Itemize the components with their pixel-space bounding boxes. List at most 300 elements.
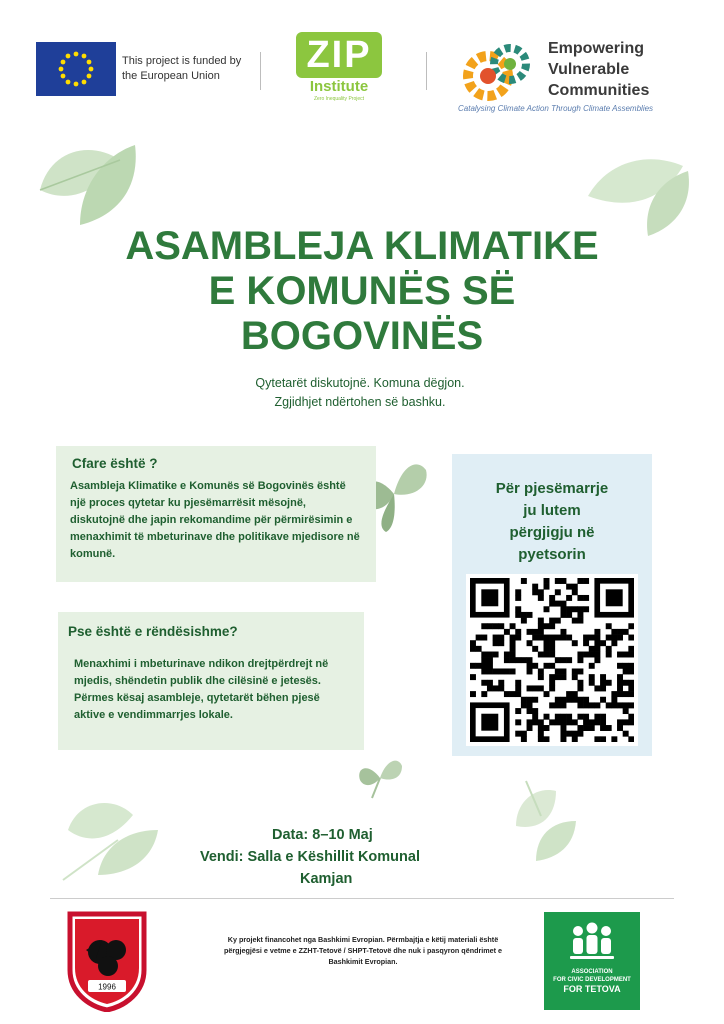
qr-module [583,595,589,601]
qr-module [594,685,600,691]
qr-module [572,736,578,742]
qr-module [515,685,521,691]
qr-module [555,657,561,663]
qr-module [577,595,583,601]
qr-module [515,657,521,663]
qr-module [623,708,629,714]
qr-module [572,589,578,595]
qr-module [549,635,555,641]
qr-module [600,674,606,680]
qr-module [515,731,521,737]
qr-module [521,618,527,624]
qr-module [521,702,527,708]
acd-line: FOR CIVIC DEVELOPMENT [553,977,631,983]
title-line: BOGOVINËS [240,314,484,358]
qr-module [611,629,617,635]
qr-module [549,680,555,686]
qr-module [583,697,589,703]
qr-module [583,640,589,646]
qr-module [527,719,533,725]
qr-module [560,578,566,584]
qr-module [623,731,629,737]
qr-module [532,635,538,641]
qr-module [572,606,578,612]
subtitle-line: Qytetarët diskutojnë. Komuna dëgjon. [255,376,465,390]
qr-module [600,719,606,725]
qr-module [555,714,561,720]
qr-module [521,697,527,703]
qr-module [544,578,550,584]
qr-module [515,635,521,641]
qr-module [623,652,629,658]
qr-module [470,674,476,680]
qr-module [498,680,504,686]
qr-module [594,635,600,641]
qr-module [577,657,583,663]
qr-module [549,663,555,669]
butterfly-small-icon [352,752,408,802]
qr-module [544,652,550,658]
qr-module [560,731,566,737]
qr-module [521,578,527,584]
qr-module [487,623,493,629]
qr-module [555,719,561,725]
eu-funding-text: This project is funded by the European Union [122,55,242,82]
qr-module [487,663,493,669]
footer-divider [50,898,674,899]
cta-line: Për pjesëmarrje [495,480,609,497]
qr-module [538,595,544,601]
qr-module [600,736,606,742]
qr-module [583,702,589,708]
qr-module [589,725,595,731]
qr-module [560,697,566,703]
subtitle [140,374,580,412]
qr-module [606,702,612,708]
qr-module [606,646,612,652]
qr-module [589,646,595,652]
qr-module [577,714,583,720]
qr-module [628,685,634,691]
page-title [30,224,694,359]
qr-module [577,685,583,691]
cta-line: përgjigju në [509,524,595,541]
qr-module [606,725,612,731]
qr-finder [481,589,498,606]
qr-module [577,578,583,584]
qr-module [527,640,533,646]
qr-module [555,578,561,584]
qr-module [521,731,527,737]
qr-module [617,702,623,708]
what-is-heading: Cfare është ? [72,456,158,471]
qr-code[interactable] [466,574,638,746]
qr-module [504,629,510,635]
qr-module [589,635,595,641]
qr-module [623,668,629,674]
qr-module [577,725,583,731]
qr-module [623,691,629,697]
qr-module [628,646,634,652]
qr-module [544,714,550,720]
qr-module [504,668,510,674]
qr-module [555,635,561,641]
qr-module [470,691,476,697]
qr-module [560,606,566,612]
qr-module [560,674,566,680]
qr-module [566,657,572,663]
qr-module [515,595,521,601]
header-divider [426,52,427,90]
qr-module [566,635,572,641]
qr-module [617,663,623,669]
qr-module [538,589,544,595]
evc-title-line: Vulnerable [548,61,630,78]
qr-module [594,719,600,725]
why-important-heading: Pse është e rëndësishme? [68,624,238,639]
qr-module [566,606,572,612]
qr-module [538,719,544,725]
qr-module [470,640,476,646]
qr-module [594,714,600,720]
event-venue-place: Kamjan [300,871,353,887]
evc-tagline: Catalysing Climate Action Through Climate Assemblies [458,104,654,113]
qr-module [532,697,538,703]
qr-module [515,680,521,686]
qr-module [481,635,487,641]
qr-module [515,691,521,697]
qr-module [572,584,578,590]
qr-module [521,612,527,618]
title-line: E KOMUNËS SË [208,269,516,313]
qr-module [617,691,623,697]
qr-module [487,652,493,658]
event-venue: Vendi: Salla e Këshillit Komunal [200,849,420,865]
cta-line: ju lutem [523,502,581,519]
qr-module [628,691,634,697]
qr-module [594,657,600,663]
evc-title-line: Communities [548,82,650,99]
qr-module [589,719,595,725]
qr-module [572,731,578,737]
qr-module [560,601,566,607]
qr-module [589,680,595,686]
qr-module [538,736,544,742]
qr-module [628,719,634,725]
qr-module [544,635,550,641]
qr-module [493,635,499,641]
qr-module [549,646,555,652]
qr-module [527,725,533,731]
qr-module [549,719,555,725]
eu-stars-icon [36,42,116,96]
what-is-body: Asambleja Klimatike e Komunës së Bogovinës është një proces qytetar ku pjesëmarrësit mësojnë, diskutojnë dhe japin rekomandime për përmirësimin e menaxhimit të mbeturinave dhe politikave mjedisore në komunë. [70,480,360,560]
acd-line: FOR TETOVA [563,984,621,994]
cta-line: pyetsorin [518,546,586,563]
qr-module [589,674,595,680]
qr-module [623,702,629,708]
qr-module [589,663,595,669]
qr-module [527,697,533,703]
qr-module [527,685,533,691]
qr-module [544,691,550,697]
qr-module [487,685,493,691]
qr-module [611,736,617,742]
qr-module [617,685,623,691]
qr-module [510,635,516,641]
qr-module [606,652,612,658]
qr-module [560,657,566,663]
qr-module [560,725,566,731]
zip-institute-label: Institute [309,78,369,95]
qr-module [538,618,544,624]
qr-module [611,640,617,646]
qr-module [510,652,516,658]
qr-module [628,635,634,641]
header-divider [260,52,261,90]
qr-module [549,652,555,658]
qr-module [606,635,612,641]
zip-logo-mark: ZIP [296,32,382,78]
qr-module [617,674,623,680]
qr-module [532,685,538,691]
qr-module [532,708,538,714]
qr-module [549,674,555,680]
qr-module [600,697,606,703]
qr-module [611,702,617,708]
qr-module [560,629,566,635]
qr-module [572,640,578,646]
qr-module [628,623,634,629]
qr-module [498,640,504,646]
eu-flag-logo [36,42,116,96]
qr-module [515,612,521,618]
qr-module [544,640,550,646]
qr-module [532,629,538,635]
qr-module [532,663,538,669]
qr-module [544,725,550,731]
qr-module [617,652,623,658]
qr-module [566,612,572,618]
qr-module [589,702,595,708]
qr-module [538,725,544,731]
qr-module [577,697,583,703]
qr-module [538,674,544,680]
qr-module [549,601,555,607]
qr-module [498,668,504,674]
qr-module [600,685,606,691]
why-important-body: Menaxhimi i mbeturinave ndikon drejtpërdrejt në mjedis, shëndetin publik dhe cilësinë e jetesës. Përmes kësaj asambleje, qytetarët bëhen pjesë aktive e vendimmarrjes lokale. [74,658,329,721]
qr-module [510,691,516,697]
qr-module [583,714,589,720]
qr-module [623,680,629,686]
qr-module [583,578,589,584]
qr-module [600,725,606,731]
qr-module [532,719,538,725]
qr-module [498,685,504,691]
qr-module [555,702,561,708]
qr-module [538,629,544,635]
qr-module [628,702,634,708]
qr-module [532,646,538,652]
qr-module [572,697,578,703]
qr-module [577,606,583,612]
qr-module [617,719,623,725]
qr-module [532,584,538,590]
qr-module [611,635,617,641]
qr-module [555,589,561,595]
qr-module [577,680,583,686]
qr-module [538,668,544,674]
qr-module [476,635,482,641]
qr-module [611,691,617,697]
qr-module [623,629,629,635]
qr-module [510,668,516,674]
acd-tetova-logo [544,912,640,1010]
qr-module [560,612,566,618]
qr-module [560,635,566,641]
qr-module [538,685,544,691]
qr-module [493,685,499,691]
qr-module [628,668,634,674]
qr-module [527,629,533,635]
qr-module [549,702,555,708]
qr-module [594,646,600,652]
qr-module [544,736,550,742]
qr-module [623,663,629,669]
qr-module [493,668,499,674]
qr-module [510,623,516,629]
qr-module [606,680,612,686]
qr-module [544,606,550,612]
qr-module [617,629,623,635]
qr-module [577,731,583,737]
qr-module [481,657,487,663]
qr-code-icon[interactable] [470,578,634,742]
qr-module [476,646,482,652]
qr-module [555,668,561,674]
qr-module [572,618,578,624]
qr-module [538,635,544,641]
what-is-panel [56,446,376,582]
qr-module [617,635,623,641]
acd-label [544,968,640,995]
qr-module [560,736,566,742]
qr-module [611,697,617,703]
qr-module [577,612,583,618]
qr-module [589,652,595,658]
qr-module [532,714,538,720]
qr-module [538,623,544,629]
qr-module [527,668,533,674]
qr-module [510,646,516,652]
qr-finder [481,714,498,731]
municipality-crest-icon [66,910,148,1012]
zip-institute-logo [296,32,382,104]
qr-module [504,691,510,697]
qr-module [600,640,606,646]
qr-module [555,697,561,703]
why-important-panel [58,612,364,750]
qr-module [566,584,572,590]
qr-module [600,680,606,686]
qr-module [527,663,533,669]
qr-module [549,640,555,646]
qr-module [510,640,516,646]
qr-module [481,652,487,658]
survey-qr-panel [452,454,652,756]
qr-module [583,725,589,731]
qr-module [493,652,499,658]
qr-module [577,668,583,674]
acd-line: ASSOCIATION [571,969,613,975]
qr-module [549,595,555,601]
event-details [200,824,520,890]
qr-module [527,612,533,618]
qr-module [555,618,561,624]
evc-title-line: Empowering [548,40,645,57]
qr-module [544,646,550,652]
qr-module [566,714,572,720]
qr-module [487,680,493,686]
qr-module [583,719,589,725]
qr-module [594,629,600,635]
qr-module [470,663,476,669]
qr-module [566,697,572,703]
qr-module [628,736,634,742]
qr-module [544,663,550,669]
qr-module [549,618,555,624]
qr-module [549,623,555,629]
qr-module [628,652,634,658]
qr-module [572,668,578,674]
qr-finder [606,589,623,606]
qr-module [521,736,527,742]
qr-module [583,635,589,641]
qr-module [487,657,493,663]
leaf-bottom-left-icon [58,790,168,890]
qr-module [487,668,493,674]
evc-title [548,38,718,101]
qr-module [577,618,583,624]
qr-module [510,657,516,663]
qr-module [544,584,550,590]
qr-module [515,708,521,714]
qr-module [549,685,555,691]
qr-module [493,640,499,646]
qr-module [515,606,521,612]
event-date: Data: 8–10 Maj [272,827,373,843]
qr-module [476,663,482,669]
qr-module [544,623,550,629]
qr-module [560,714,566,720]
qr-module [504,657,510,663]
qr-module [617,680,623,686]
qr-module [628,663,634,669]
qr-module [538,652,544,658]
qr-module [560,668,566,674]
qr-module [515,629,521,635]
qr-module [515,719,521,725]
qr-module [498,623,504,629]
qr-module [600,714,606,720]
qr-module [617,725,623,731]
qr-module [566,719,572,725]
people-group-icon [568,922,616,964]
title-line: ASAMBLEJA KLIMATIKE [125,224,599,268]
qr-module [577,652,583,658]
qr-module [515,589,521,595]
